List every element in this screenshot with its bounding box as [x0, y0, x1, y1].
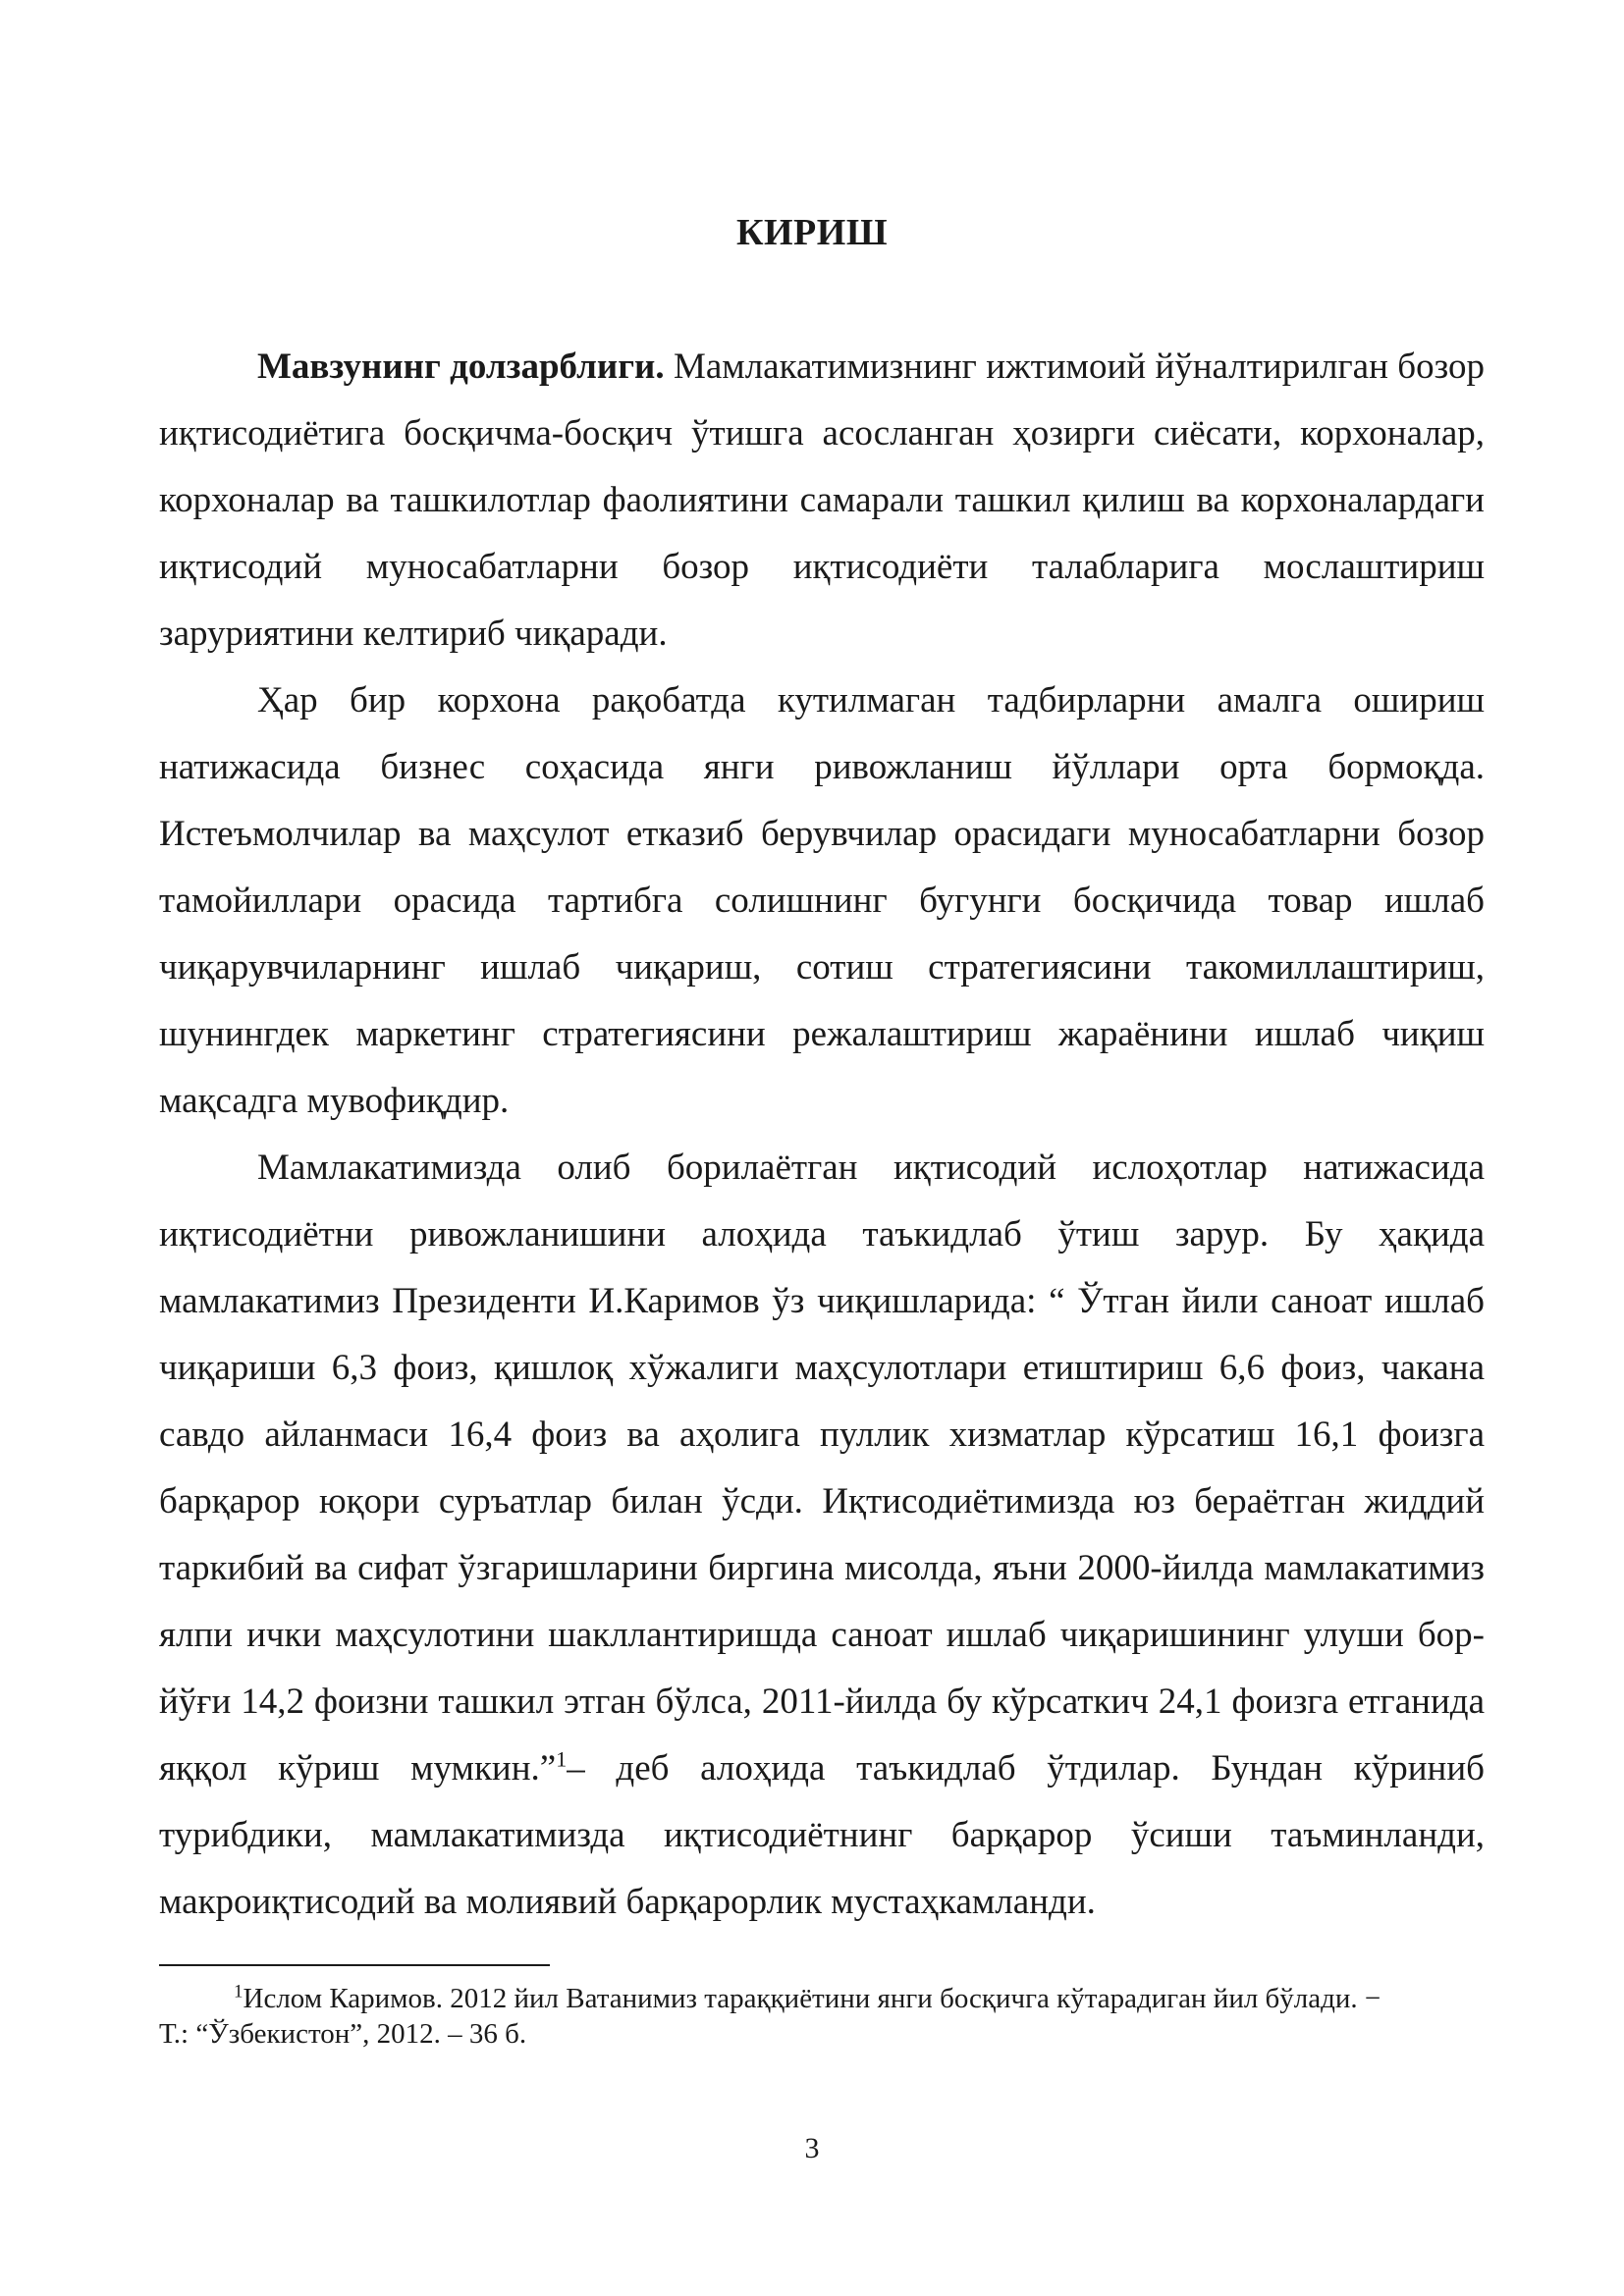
paragraph-text: Мамлакатимизда олиб борилаётган иқтисодий ислоҳотлар натижасида иқтисодиётни ривожланишини алоҳида таъкидлаб ўтиш зарур. Бу ҳақида мамлакатимиз Президенти И.Каримов ўз чиқишларида: “ Ўтган йили саноат ишлаб чиқариши 6,3 фоиз, қишлоқ хўжалиги маҳсулотлари етиштириш 6,6 фоиз, чакана савдо айланмаси 16,4 фоиз ва аҳолига пуллик хизматлар кўрсатиш 16,1 фоизга барқарор юқори суръатлар билан ўсди. Иқтисодиётимизда юз бераётган жиддий таркибий ва сифат ўзгаришларини биргина мисолда, яъни 2000-йилда мамлакатимиз ялпи ички маҳсулотини шакллантиришда саноат ишлаб чиқаришининг улуши бор-йўғи 14,2 фоизни ташкил этган бўлса, 2011-йилда бу кўрсаткич 24,1 фоизга етганида яққол кўриш мумкин.”	[159, 1148, 1485, 1789]
footnote-marker: 1	[234, 1981, 244, 2002]
footnote-line: Т.: “Ўзбекистон”, 2012. – 36 б.	[159, 2018, 527, 2050]
footnote-line	[159, 1981, 1485, 2016]
paragraph-business: Ҳар бир корхона рақобатда кутилмаган тадбирларни амалга ошириш натижасида бизнес соҳасида янги ривожланиш йўллари орта бормоқда. Истеъмолчилар ва маҳсулот етказиб берувчилар орасидаги муносабатларни бозор тамойиллари орасида тартибга солишнинг бугунги босқичида товар ишлаб чиқарувчиларнинг ишлаб чиқариш, сотиш стратегиясини такомиллаштириш, шунингдек маркетинг стратегиясини режалаштириш жараёнини ишлаб чиқиш мақсадга мувофиқдир.	[159, 680, 1485, 1121]
paragraph-relevance	[159, 334, 1485, 667]
footnote-text: Ислом Каримов. 2012 йил Ватанимиз тараққиётини янги босқичга кўтарадиган йил бўлади. −	[243, 1983, 1381, 2014]
paragraph-lead: Мавзунинг долзарблиги.	[257, 347, 665, 387]
paragraph-text: Мамлакатимизнинг ижтимоий йўналтирилган бозор иқтисодиётига босқичма-босқич ўтишга асосланган ҳозирги сиёсати, корхоналар, корхоналар ва ташкилотлар фаолиятини самарали ташкил қилиш ва корхоналардаги иқтисодий муносабатларни бозор иқтисодиёти талабларига мослаштириш заруриятини келтириб чиқаради.	[159, 347, 1485, 654]
footnote	[159, 1981, 1485, 2052]
footnote-separator	[159, 1964, 550, 1966]
body-text	[159, 334, 1485, 1936]
footnote-reference[interactable]: 1	[556, 1746, 568, 1772]
paragraph-text: – деб алоҳида таъкидлаб ўтдилар. Бундан кўриниб турибдики, мамлакатимизда иқтисодиётнинг барқарор ўсиши таъминланди, макроиқтисодий ва молиявий барқарорлик мустаҳкамланди.	[159, 1748, 1485, 1922]
paragraph-reforms	[159, 1135, 1485, 1936]
page-title: КИРИШ	[735, 212, 889, 253]
page-number: 3	[804, 2132, 820, 2164]
